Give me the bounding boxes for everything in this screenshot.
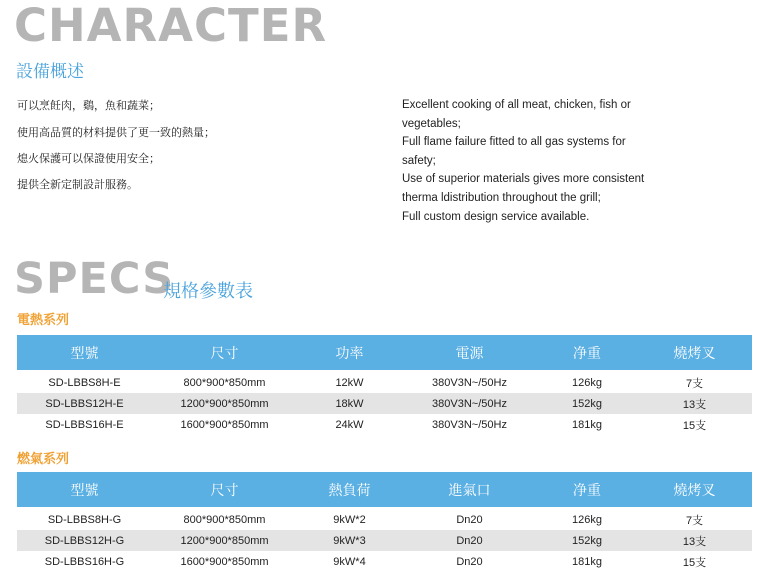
feature-zh-2: 使用高品質的材料提供了更一致的熱量； (17, 127, 215, 139)
table-cell: 24kW (335, 418, 364, 431)
column-header: 型號 (17, 472, 152, 507)
table-cell: 126kg (572, 376, 602, 389)
table-cell: 1200*900*850mm (152, 393, 297, 414)
table-cell: 12kW (335, 376, 364, 389)
feature-en-line: Excellent cooking of all meat, chicken, fish or (402, 99, 631, 111)
feature-en-line: safety; (402, 154, 436, 167)
gas-spec-table (17, 472, 752, 572)
table-cell: 380V3N~/50Hz (402, 393, 537, 414)
table-cell: 15支 (682, 419, 707, 432)
column-header: 熱負荷 (297, 472, 402, 507)
table-cell: 7支 (685, 377, 704, 390)
feature-zh-3: 熄火保護可以保證使用安全； (17, 153, 160, 165)
table-cell: 800*900*850mm (183, 513, 266, 526)
feature-en-line: Use of superior materials gives more consistent (402, 173, 645, 186)
table-cell: 380V3N~/50Hz (432, 418, 507, 431)
column-header: 功率 (297, 335, 402, 370)
table-cell: 181kg (572, 418, 602, 431)
column-header: 電源 (402, 335, 537, 370)
feature-zh-1: 可以烹飪肉，鷄，魚和蔬菜； (17, 100, 160, 112)
table-cell: 152kg (537, 530, 637, 551)
table-cell: 380V3N~/50Hz (432, 376, 507, 389)
table-cell: 800*900*850mm (183, 376, 266, 389)
table-row (17, 393, 752, 414)
column-header: 進氣口 (402, 472, 537, 507)
character-subheading: 設備概述 (16, 62, 84, 81)
specs-subheading: 規格參數表 (163, 281, 253, 301)
features-english (402, 96, 702, 226)
table-cell: SD-LBBS8H-G (47, 513, 122, 526)
column-header: 净重 (537, 335, 637, 370)
table-cell: 18kW (297, 393, 402, 414)
column-header: 尺寸 (152, 472, 297, 507)
table-cell: 13支 (637, 530, 752, 551)
table-row (17, 551, 752, 572)
table-row (17, 509, 752, 530)
table-cell: 7支 (685, 514, 704, 527)
table-header-row (17, 335, 752, 370)
table-cell: 9kW*3 (297, 530, 402, 551)
column-header: 净重 (537, 472, 637, 507)
feature-zh-4: 提供全新定制設計服務。 (17, 179, 138, 191)
specs-heading: SPECS (14, 254, 175, 304)
table-cell: 1600*900*850mm (180, 418, 269, 431)
table-cell: 9kW*4 (333, 555, 366, 568)
table-row (17, 372, 752, 393)
table-row (17, 530, 752, 551)
electric-spec-table (17, 335, 752, 435)
table-cell: Dn20 (456, 513, 483, 526)
table-cell: 152kg (537, 393, 637, 414)
feature-en-line: therma ldistribution throughout the grill; (402, 191, 601, 204)
table-cell: SD-LBBS12H-G (17, 530, 152, 551)
table-cell: Dn20 (456, 555, 483, 568)
table-row (17, 414, 752, 435)
table-cell: 9kW*2 (333, 513, 366, 526)
feature-en-line: vegetables; (402, 117, 461, 130)
table-cell: SD-LBBS16H-G (44, 555, 125, 568)
table-cell: SD-LBBS12H-E (17, 393, 152, 414)
character-heading: CHARACTER (14, 0, 328, 52)
column-header: 燒烤叉 (637, 335, 752, 370)
table-cell: 126kg (572, 513, 602, 526)
table-cell: Dn20 (402, 530, 537, 551)
column-header: 尺寸 (152, 335, 297, 370)
table-cell: 1600*900*850mm (180, 555, 269, 568)
table-cell: 1200*900*850mm (152, 530, 297, 551)
feature-en-line: Full flame failure fitted to all gas systems for (402, 136, 626, 149)
table-cell: 13支 (637, 393, 752, 414)
column-header: 燒烤叉 (637, 472, 752, 507)
feature-en-line: Full custom design service available. (402, 210, 590, 223)
table-cell: 15支 (682, 556, 707, 569)
table-cell: SD-LBBS8H-E (48, 376, 121, 389)
table-header-row (17, 472, 752, 507)
table-cell: 181kg (572, 555, 602, 568)
table-cell: SD-LBBS16H-E (45, 418, 124, 431)
column-header: 型號 (17, 335, 152, 370)
gas-series-label: 燃氣系列 (17, 451, 70, 466)
electric-series-label: 電熱系列 (17, 312, 70, 327)
